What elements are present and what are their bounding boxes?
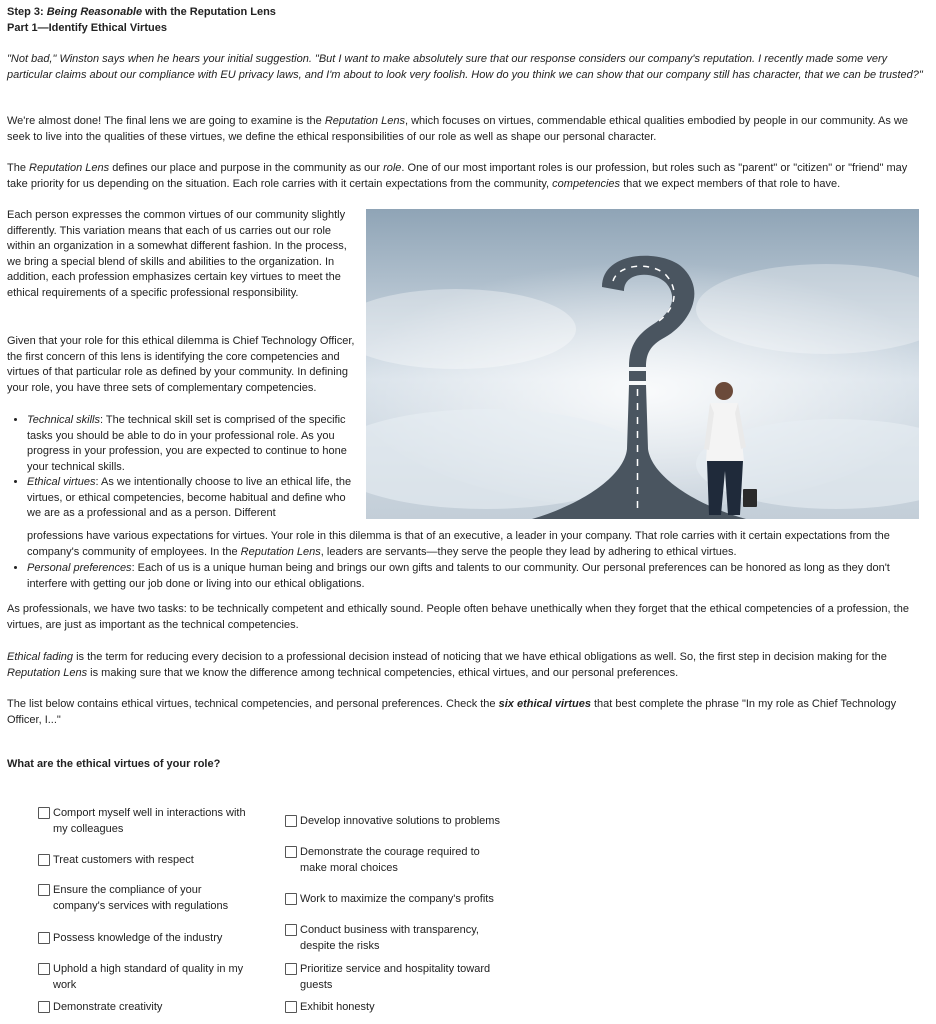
checkbox[interactable] xyxy=(285,963,297,975)
option-maximize-profits[interactable] xyxy=(285,891,520,907)
cto-paragraph: Given that your role for this ethical dilemma is Chief Technology Officer, the first concern of this lens is identifying the core competencies and virtues of that particular role as defined by your community. In defining your role, you have three sets of complementary competencies. xyxy=(7,335,355,394)
option-honesty[interactable] xyxy=(285,999,520,1015)
ethical-fading-paragraph: Ethical fading is the term for reducing every decision to a professional decision instead of noticing that we have ethical obligations as well. So, the first step in decision making for the Reputation Lens is making sure that we know the difference among technical competencies, ethical virtues, and our personal preferences. xyxy=(7,651,887,679)
checkbox[interactable] xyxy=(38,884,50,896)
checkbox[interactable] xyxy=(38,963,50,975)
checkbox[interactable] xyxy=(38,932,50,944)
option-transparency[interactable] xyxy=(285,922,500,954)
competency-list-2 xyxy=(7,561,929,592)
part-title: Part 1—Identify Ethical Virtues xyxy=(7,21,167,34)
checkbox[interactable] xyxy=(38,807,50,819)
virtues-paragraph: Each person expresses the common virtues of our community slightly differently. This variation means that each of us carries out our role within an organization in a somewhat different fashion. In the process, we bring a special blend of skills and abilities to the organization. In addition, each profession emphasizes certain key virtues to meet the ethical requirements of a specific professional responsibility. xyxy=(7,209,347,299)
checkbox[interactable] xyxy=(38,854,50,866)
intro-paragraph: We're almost done! The final lens we are going to examine is the Reputation Lens, which focuses on virtues, commendable ethical qualities embodied by people in our community. As we seek to live into the qualities of these virtues, we define the ethical responsibilities of our role as well as shape our personal character. xyxy=(7,115,908,143)
option-ensure-compliance[interactable] xyxy=(38,882,238,914)
step-title: Step 3: Being Reasonable with the Reputation Lens xyxy=(7,6,276,18)
option-industry-knowledge[interactable] xyxy=(38,930,263,946)
checkbox[interactable] xyxy=(285,1001,297,1013)
option-comport[interactable] xyxy=(38,805,263,837)
list-item-continuation: professions have various expectations for virtues. Your role in this dilemma is that of an executive, a leader in your company. That role carries with it certain expectations from the company's community of employees. In the Reputation Lens, leaders are servants—they serve the people they lead by adhering to ethical virtues. xyxy=(27,530,890,558)
list-item: • Ethical virtues: As we intentionally choose to live an ethical life, the virtues, or ethical competencies, become habitual and define who we are as a professional and as a person. Different xyxy=(27,475,355,522)
checkbox[interactable] xyxy=(38,1001,50,1013)
option-treat-customers[interactable] xyxy=(38,852,263,868)
option-creativity[interactable] xyxy=(38,999,263,1015)
option-label: Ensure the compliance of your company's services with regulations xyxy=(53,884,229,912)
option-label: Prioritize service and hospitality toward guests xyxy=(300,963,491,991)
question-heading: What are the ethical virtues of your role? xyxy=(7,758,221,770)
competency-list xyxy=(7,413,355,522)
list-item: • Personal preferences: Each of us is a unique human being and brings our own gifts and talents to our community. Our personal preferences can be honored as long as they don't interfere with getting our job done or living into our ethical obligations. xyxy=(27,561,929,592)
checkbox[interactable] xyxy=(285,846,297,858)
option-label: Work to maximize the company's profits xyxy=(300,893,494,905)
step-header xyxy=(7,5,276,36)
option-service-hospitality[interactable] xyxy=(285,961,515,993)
role-paragraph: The Reputation Lens defines our place and purpose in the community as our role. One of our most important roles is our profession, but roles such as "parent" or "citizen" or "friend" may take priority for us depending on the situation. Each role carries with it certain expectations from the community, competencies that we expect members of that role to have. xyxy=(7,162,908,190)
option-label: Uphold a high standard of quality in my work xyxy=(53,963,244,991)
option-moral-courage[interactable] xyxy=(285,844,500,876)
option-label: Treat customers with respect xyxy=(53,854,194,866)
checkbox[interactable] xyxy=(285,815,297,827)
option-label: Comport myself well in interactions with my colleagues xyxy=(53,807,246,835)
option-label: Demonstrate the courage required to make moral choices xyxy=(300,846,480,874)
professionals-paragraph: As professionals, we have two tasks: to be technically competent and ethically sound. People often behave unethically when they forget that the ethical competencies of a profession, the virtues, are just as important as the technical competencies. xyxy=(7,603,909,631)
option-label: Possess knowledge of the industry xyxy=(53,932,223,944)
option-label: Demonstrate creativity xyxy=(53,1001,163,1013)
instructions-paragraph: The list below contains ethical virtues, technical competencies, and personal preferences. Check the six ethical virtues that best complete the phrase "In my role as Chief Technology Officer, I..." xyxy=(7,698,897,726)
option-label: Conduct business with transparency, despite the risks xyxy=(300,924,479,952)
option-quality[interactable] xyxy=(38,961,263,993)
option-innovative-solutions[interactable] xyxy=(285,813,520,829)
road-illustration xyxy=(366,209,919,519)
list-item: • Technical skills: The technical skill set is comprised of the specific tasks you should be able to do in your professional role. As you progress in your profession, you are expected to continue to hone your technical skills. xyxy=(27,413,355,475)
option-label: Exhibit honesty xyxy=(300,1001,375,1013)
checkbox[interactable] xyxy=(285,924,297,936)
winston-quote: "Not bad," Winston says when he hears your initial suggestion. "But I want to make absolutely sure that our response considers our company's reputation. I recently made some very particular claims about our compliance with EU privacy laws, and I'm about to look very foolish. How do you think we can show that our company still has character, that we can be trusted?" xyxy=(7,53,923,81)
option-label: Develop innovative solutions to problems xyxy=(300,815,500,827)
checkbox[interactable] xyxy=(285,893,297,905)
question-mark-road-image xyxy=(366,209,919,519)
